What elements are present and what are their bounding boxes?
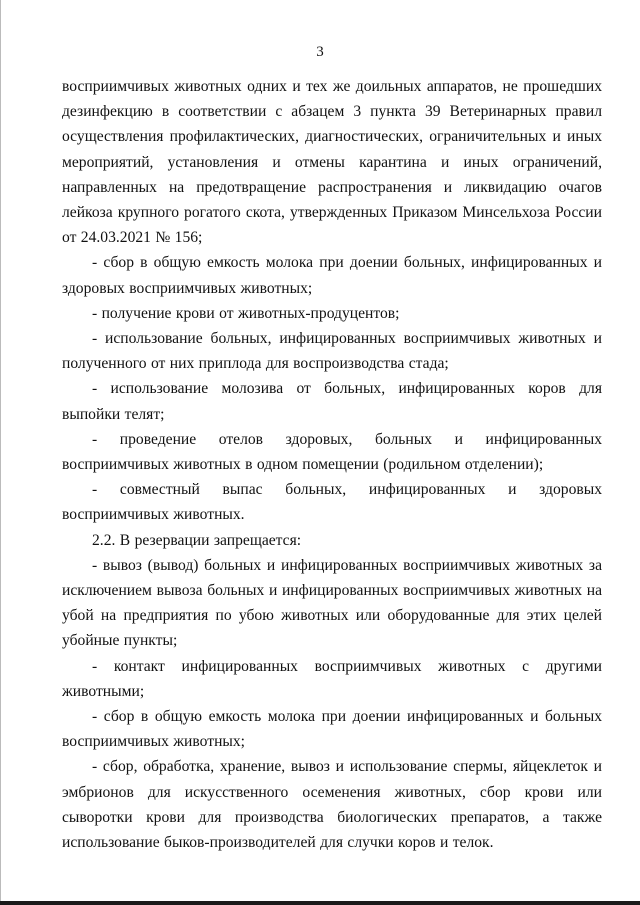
list-item-milk-infected: - сбор в общую емкость молока при доении инфицированных и больных восприимчивых животных; [62,708,602,751]
document-body [62,74,602,855]
list-item-grazing: - совместный выпас больных, инфицированных и здоровых восприимчивых животных. [62,481,602,524]
list-item-blood: - получение крови от животных-продуцентов; [92,304,400,322]
list-item-colostrum: - использование молозива от больных, инфицированных коров для выпойки телят; [62,380,602,423]
list-item-breeding: - использование больных, инфицированных восприимчивых животных и полученного от них приплода для воспроизводства стада; [62,330,602,373]
list-item-milk-collection: - сбор в общую емкость молока при доении больных, инфицированных и здоровых восприимчивых животных; [62,254,602,297]
list-item-removal: - вывоз (вывод) больных и инфицированных восприимчивых животных за исключением вывоза больных и инфицированных восприимчивых животных на убой на предприятия по убою животных или оборудованные для этих целей убойные пункты; [62,556,602,650]
list-item-contact: - контакт инфицированных восприимчивых животных с другими животными; [62,657,602,700]
page-bottom-edge [0,901,640,905]
page-left-edge [0,0,1,905]
list-item-calving: - проведение отелов здоровых, больных и инфицированных восприимчивых животных в одном помещении (родильном отделении); [62,430,602,474]
section-heading-2-2: 2.2. В резервации запрещается: [92,531,302,549]
paragraph-continuation: восприимчивых животных одних и тех же доильных аппаратов, не прошедших дезинфекцию в соответствии с абзацем 3 пункта 39 Ветеринарных правил осуществления профилактических, диагностических, ограничительных и иных мероприятий, установления и отмены карантина и иных ограничений, направленных на предотвращение распространения и ликвидацию очагов лейкоза крупного рогатого скота, утвержденных Приказом Минсельхоза России от 24.03.2021 № 156; [62,78,602,247]
page-number: 3 [316,44,324,60]
list-item-sperm-embryos: - сбор, обработка, хранение, вывоз и использование спермы, яйцеклеток и эмбрионов для искусственного осеменения животных, сбор крови или сыворотки крови для производства биологических препаратов, а также использование быков-производителей для случки коров и телок. [62,758,602,852]
